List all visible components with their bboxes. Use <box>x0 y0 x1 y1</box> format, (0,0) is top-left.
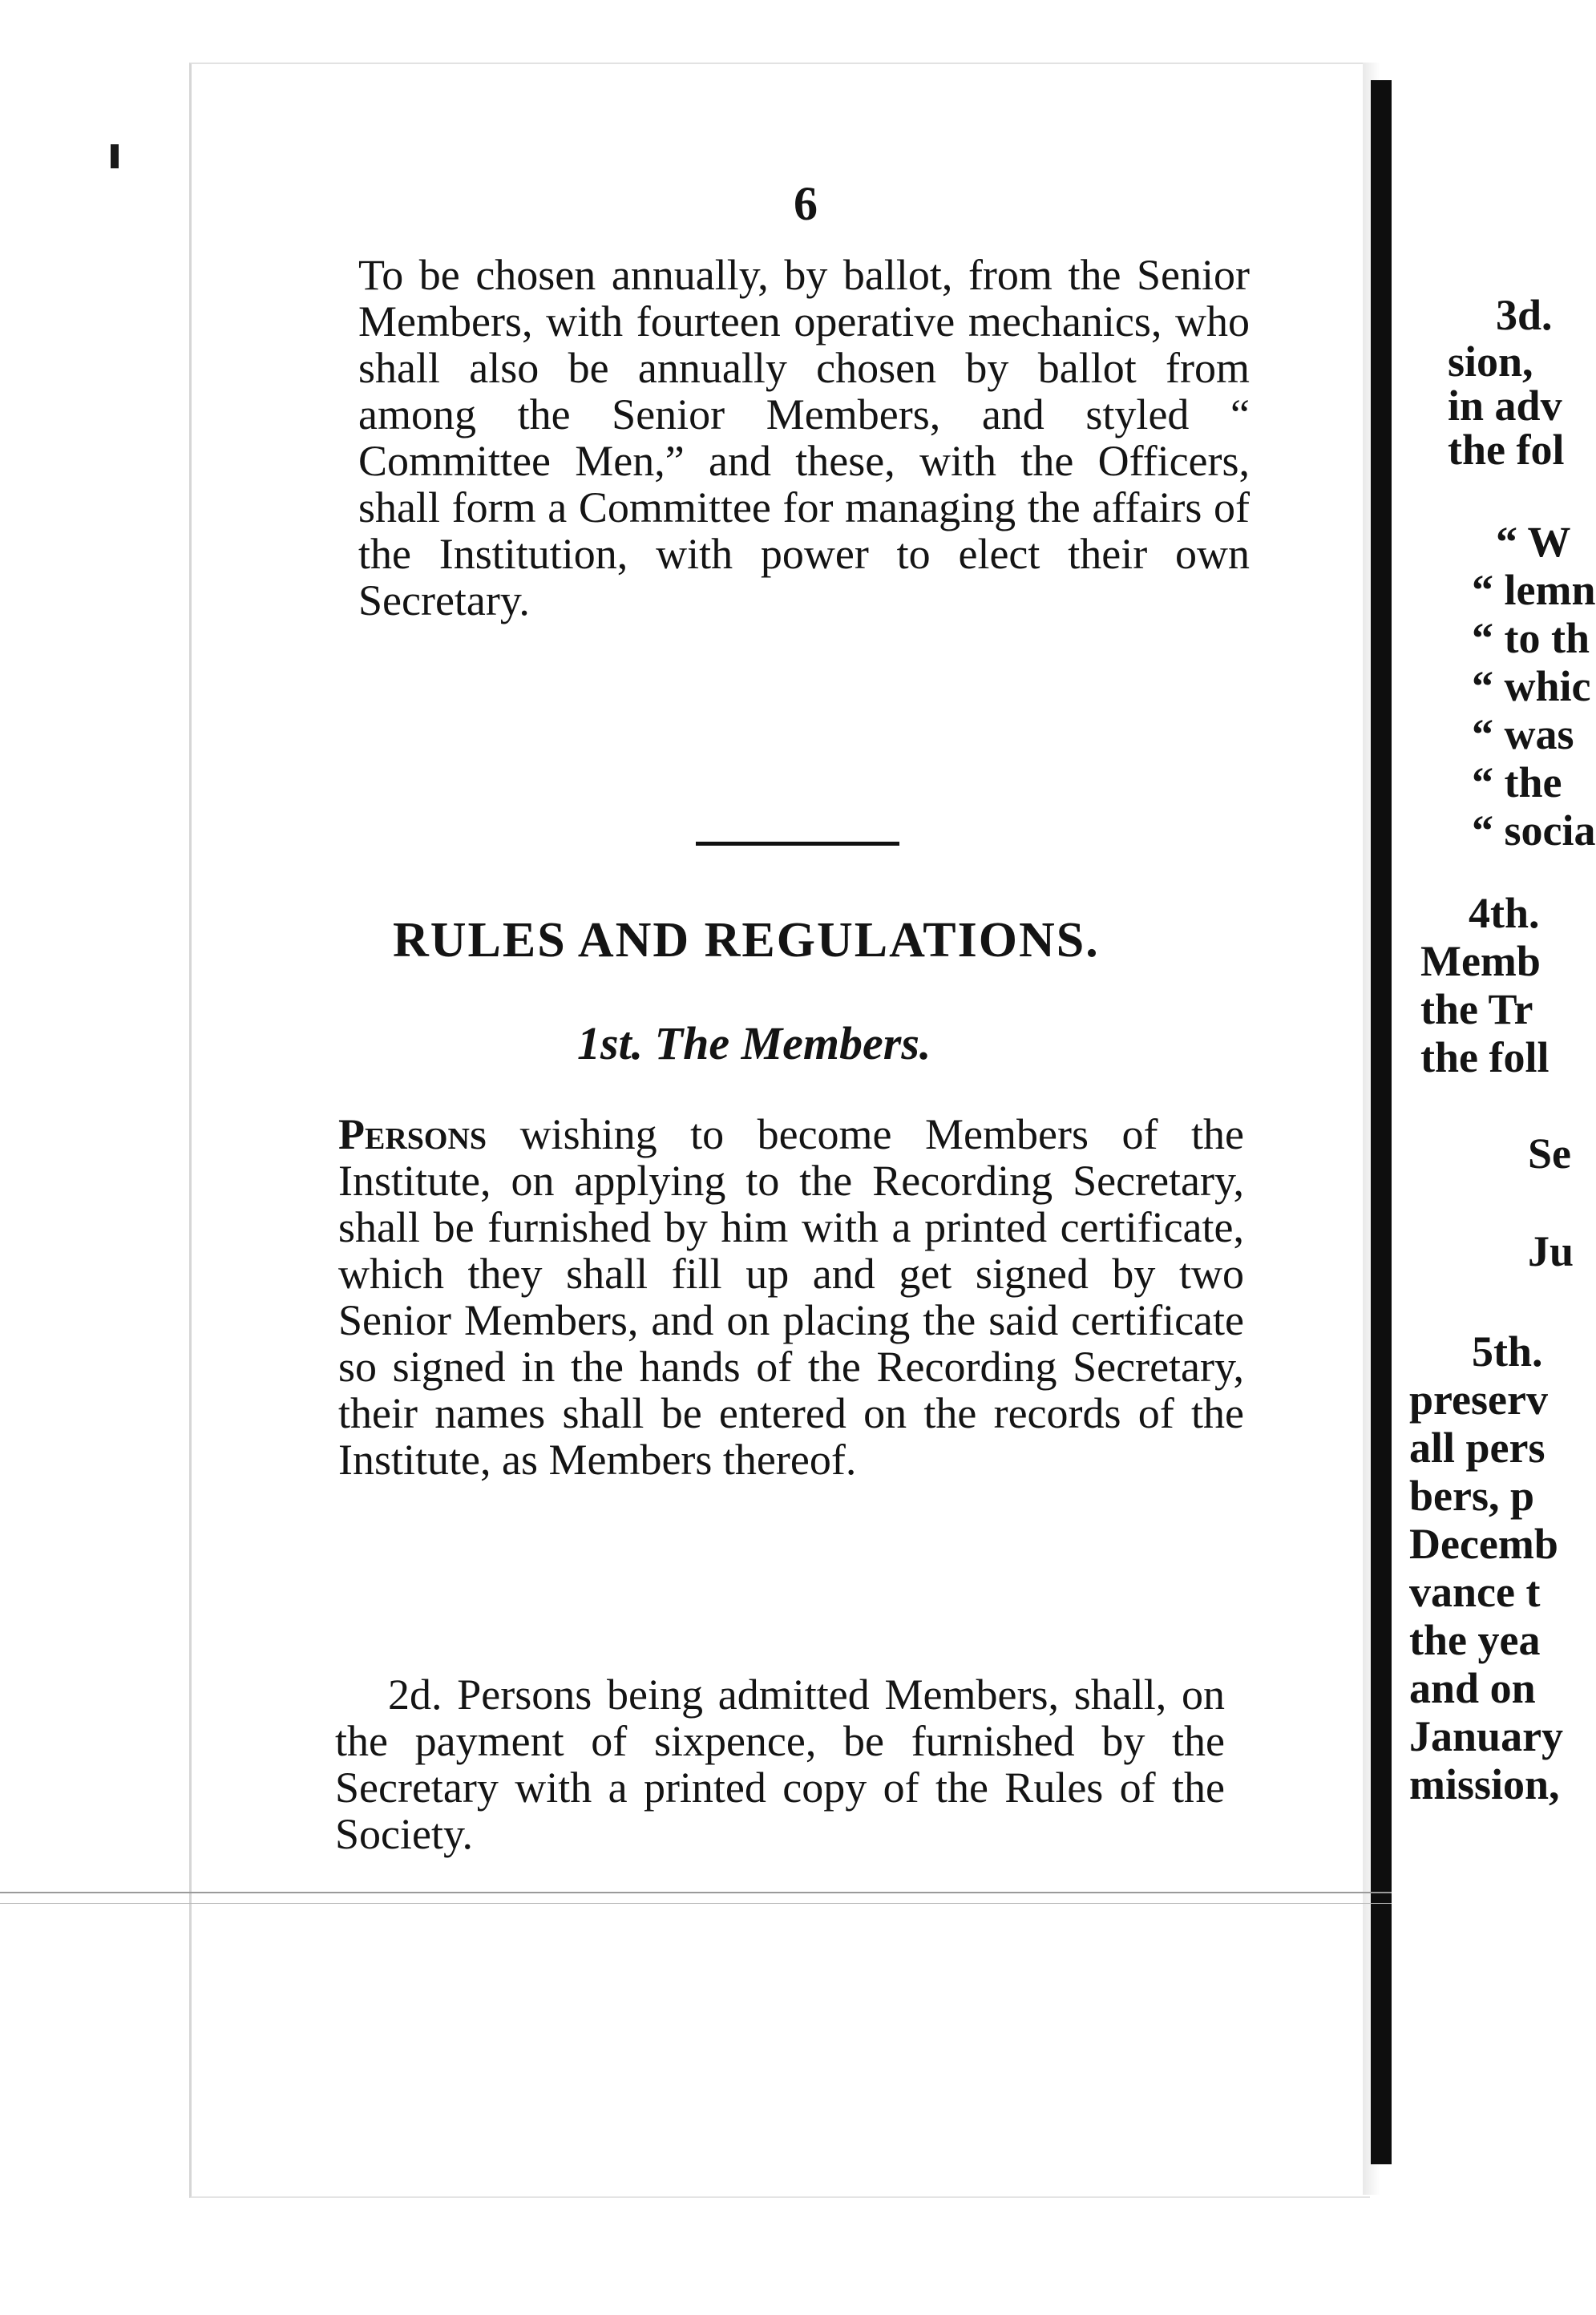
right-fragment: “ the <box>1472 758 1562 806</box>
right-fragment: in adv <box>1448 382 1562 430</box>
right-fragment: 3d. <box>1496 291 1553 339</box>
right-page-partial <box>1392 72 1596 2188</box>
page-number: 6 <box>794 177 818 230</box>
right-fragment: “ W <box>1496 518 1571 566</box>
right-fragment: mission, <box>1409 1760 1560 1808</box>
scan-margin-left <box>0 0 189 2315</box>
right-fragment: Decemb <box>1409 1520 1558 1568</box>
intro-paragraph: To be chosen annually, by ballot, from the Senior Members, with fourteen operative mechanics, who shall also be annually chosen by ballot from among the Senior Members, and styled “ Committee Men,” and these, with the Officers, shall form a Committee for managing the affairs of the Institution, with power to elect their own Secretary. <box>358 251 1250 624</box>
right-fragment: all pers <box>1409 1424 1545 1472</box>
right-fragment: the yea <box>1409 1616 1541 1664</box>
rule-1-text: wishing to become Members of the Institute, on applying to the Recording Secretary, shall be furnished by him with a printed certificate, which they shall fill up and get signed by two Senior Members, and on placing the said certificate so signed in the hands of the Recording Secretary, their names shall be entered on the records of the Institute, as Members thereof. <box>338 1110 1244 1484</box>
right-fragment: “ whic <box>1472 662 1591 710</box>
right-fragment: “ was <box>1472 710 1574 758</box>
right-fragment: the foll <box>1420 1033 1550 1081</box>
right-fragment: bers, p <box>1409 1472 1535 1520</box>
right-fragment: 5th. <box>1472 1327 1543 1376</box>
right-fragment: preserv <box>1409 1376 1548 1424</box>
right-fragment: “ socia <box>1472 806 1596 854</box>
subsection-heading: 1st. The Members. <box>577 1017 931 1069</box>
right-fragment: and on <box>1409 1664 1536 1712</box>
rule-1-paragraph <box>338 1111 1244 1483</box>
scan-edge-mark <box>111 144 119 168</box>
rule-2-paragraph: 2d. Persons being admitted Members, shall, on the payment of sixpence, be furnished by the Secretary with a printed copy of the Rules of the Society. <box>335 1671 1225 1858</box>
right-fragment: 4th. <box>1469 889 1540 937</box>
right-fragment: January <box>1409 1712 1564 1760</box>
right-fragment: Se <box>1528 1129 1571 1178</box>
rule-1-lead-word: Persons <box>338 1110 487 1158</box>
right-fragment: “ to th <box>1472 614 1590 662</box>
right-fragment: “ lemn <box>1472 566 1596 614</box>
right-fragment: vance t <box>1409 1568 1541 1616</box>
right-fragment: Memb <box>1420 937 1541 985</box>
scan-artifact-line <box>0 1892 1578 1893</box>
book-spine <box>1371 80 1392 2164</box>
right-fragment: the Tr <box>1420 985 1533 1033</box>
section-heading: RULES AND REGULATIONS. <box>393 913 1100 968</box>
right-fragment: sion, <box>1448 337 1533 386</box>
section-divider <box>696 842 899 846</box>
scan-artifact-line <box>0 1903 1578 1904</box>
right-fragment: Ju <box>1528 1227 1574 1275</box>
right-fragment: the fol <box>1448 426 1565 474</box>
